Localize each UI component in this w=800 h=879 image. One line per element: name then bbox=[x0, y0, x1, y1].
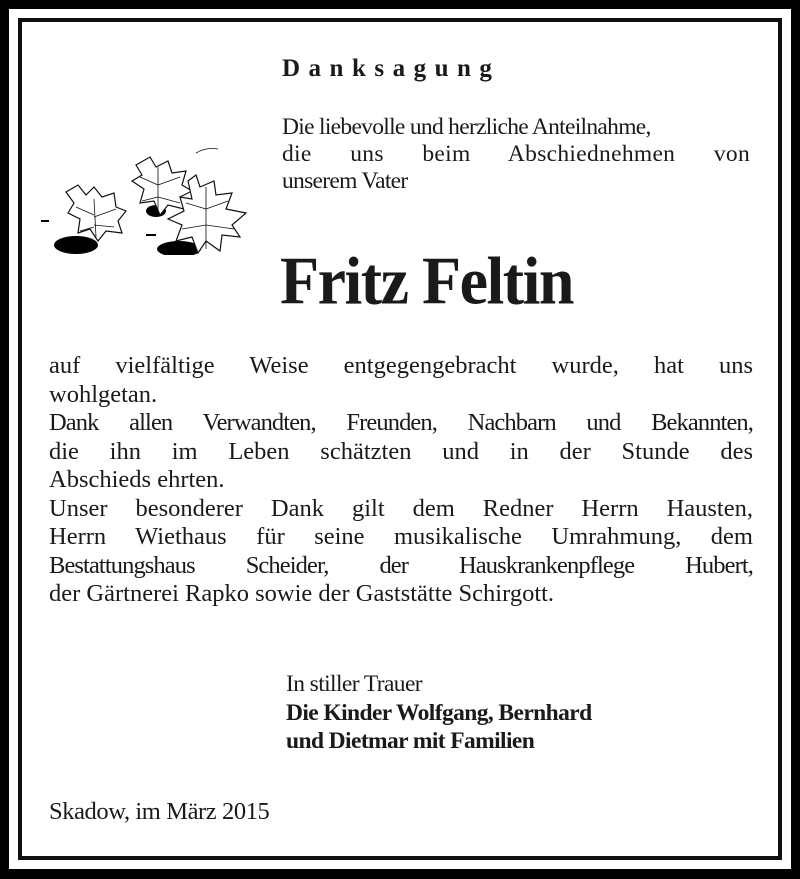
intro-line: die uns beim Abschiednehmen von bbox=[282, 141, 750, 167]
intro-line: Die liebevolle und herzliche Anteilnahme, bbox=[282, 114, 651, 140]
notice-outer-frame bbox=[9, 9, 791, 869]
notice-inner-frame bbox=[18, 18, 782, 860]
signature-names: Die Kinder Wolfgang, Bernhard bbox=[286, 699, 592, 726]
body-line: Bestattungshaus Scheider, der Hauskrankenpflege Hubert, bbox=[49, 551, 753, 579]
place-date: Skadow, im März 2015 bbox=[49, 798, 270, 825]
body-line: Abschieds ehrten. bbox=[49, 466, 225, 493]
body-line: Dank allen Verwandten, Freunden, Nachbarn und Bekannten, bbox=[49, 409, 753, 436]
body-line: Unser besonderer Dank gilt dem Redner Herrn Hausten, bbox=[49, 494, 753, 522]
body-line: die ihn im Leben schätzten und in der Stunde des bbox=[49, 437, 753, 465]
body-line: der Gärtnerei Rapko sowie der Gaststätte Schirgott. bbox=[49, 580, 555, 607]
body-line: Herrn Wiethaus für seine musikalische Umrahmung, dem bbox=[49, 523, 753, 550]
intro-line: unserem Vater bbox=[282, 168, 408, 194]
deceased-name: Fritz Feltin bbox=[280, 243, 573, 319]
signature-intro: In stiller Trauer bbox=[286, 671, 423, 697]
intro-text bbox=[282, 114, 750, 195]
notice-heading: Danksagung bbox=[282, 55, 501, 82]
autumn-leaves-icon bbox=[36, 137, 258, 255]
body-line: auf vielfältige Weise entgegengebracht wurde, hat uns bbox=[49, 352, 753, 379]
signature-names-continued: und Dietmar mit Familien bbox=[286, 728, 535, 754]
body-line: wohlgetan. bbox=[49, 380, 158, 408]
body-text bbox=[49, 352, 753, 609]
signature-block bbox=[286, 670, 592, 756]
